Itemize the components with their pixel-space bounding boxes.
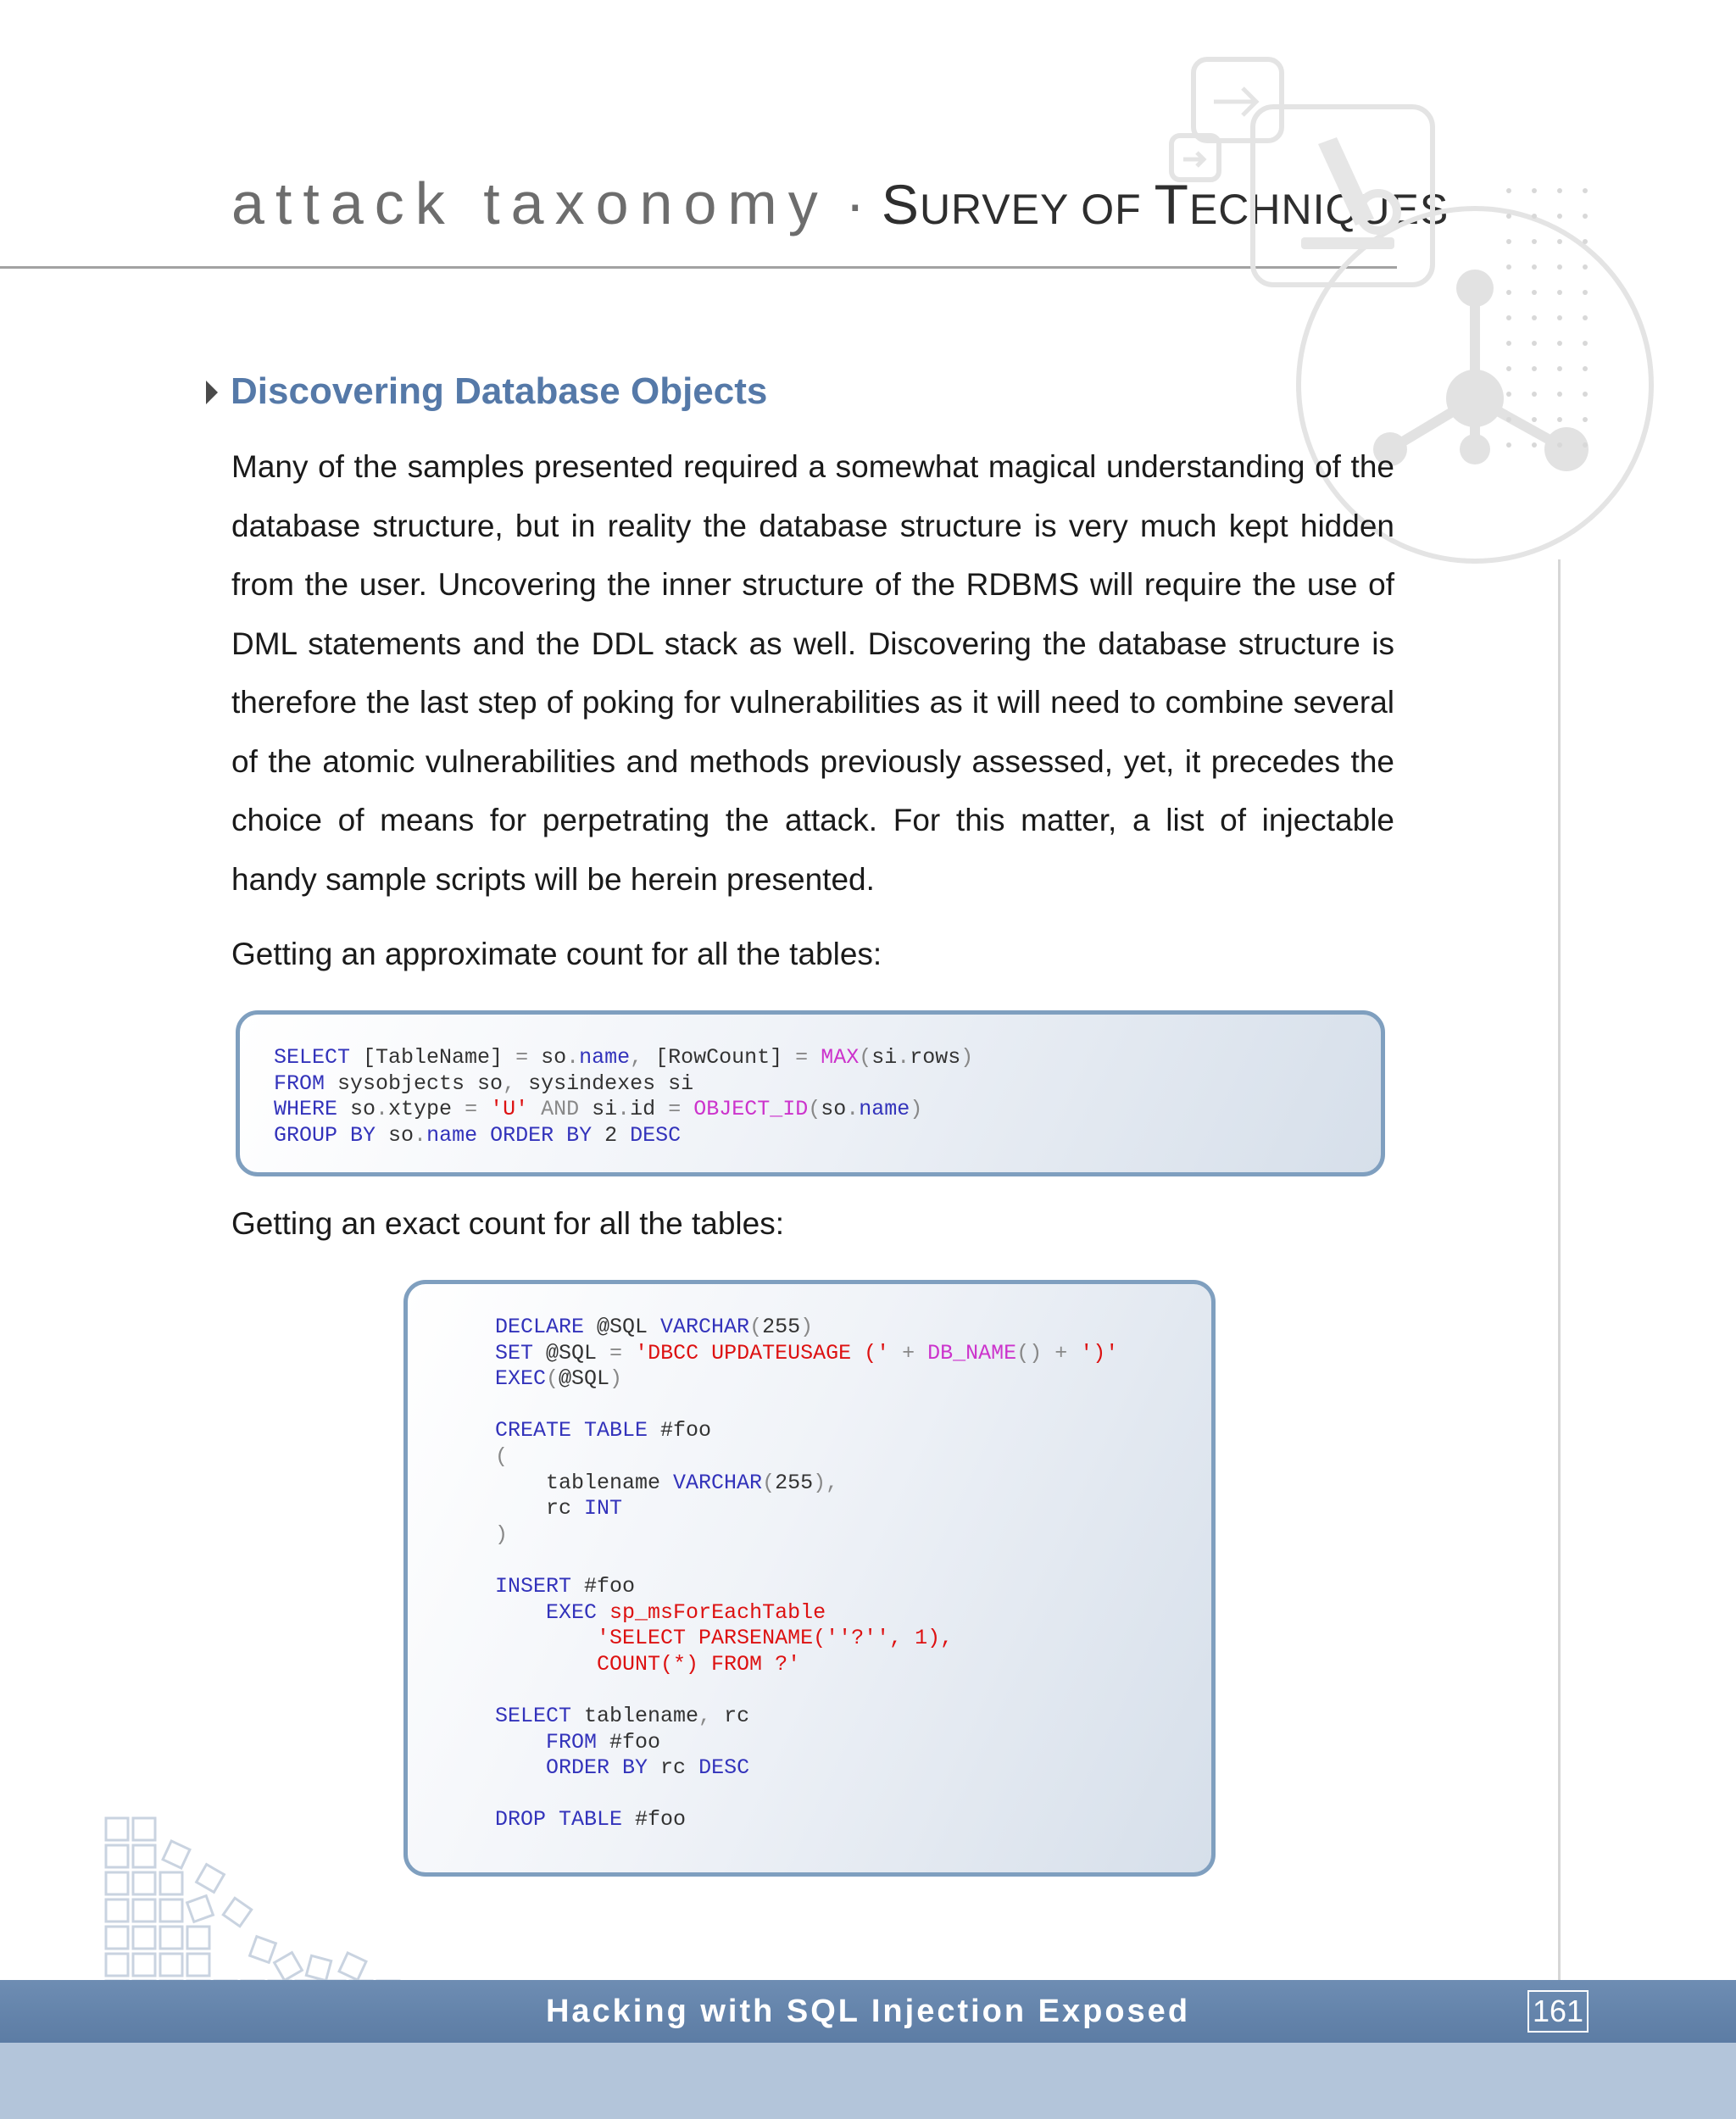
code-line	[495, 1652, 1211, 1678]
code-token	[622, 1341, 635, 1365]
code-token: )	[910, 1097, 923, 1122]
code-line	[495, 1548, 1211, 1574]
code-token: .	[566, 1045, 580, 1070]
code-token: ORDER BY	[546, 1755, 648, 1781]
code-token	[495, 1652, 597, 1677]
code-token	[1042, 1341, 1054, 1365]
code-token: sp_msForEachTable	[609, 1599, 826, 1625]
code-token: DECLARE	[495, 1315, 585, 1339]
code-line	[495, 1730, 1211, 1756]
code-token: rc	[648, 1755, 699, 1781]
code-token: .	[414, 1122, 427, 1148]
code-line	[495, 1315, 1211, 1341]
code-token: VARCHAR	[660, 1315, 750, 1339]
code-line	[495, 1782, 1211, 1808]
code-line	[495, 1626, 1211, 1652]
code-token: =	[668, 1097, 682, 1122]
code-token: name	[579, 1045, 631, 1070]
code-token: #foo	[571, 1573, 636, 1599]
code-line	[495, 1704, 1211, 1730]
caption-approximate-count: Getting an approximate count for all the tables:	[231, 937, 882, 971]
section-title-initial-1: S	[881, 173, 920, 236]
code-line	[495, 1471, 1211, 1497]
code-line	[495, 1677, 1211, 1704]
code-token: (	[808, 1097, 821, 1122]
code-token: .	[897, 1045, 910, 1070]
code-token	[495, 1730, 546, 1755]
code-token: DESC	[698, 1755, 750, 1781]
code-token: ,	[503, 1071, 516, 1096]
code-token: (	[495, 1443, 509, 1469]
code-token: so	[376, 1122, 415, 1148]
code-token: =	[465, 1097, 478, 1122]
code-token: AND	[541, 1097, 580, 1122]
code-token: ORDER BY	[490, 1122, 593, 1148]
code-token: name	[859, 1097, 910, 1122]
code-token	[495, 1626, 597, 1650]
code-token: ,	[698, 1703, 712, 1728]
chapter-title: attack taxonomy	[231, 170, 829, 236]
code-token: GROUP BY	[274, 1122, 376, 1148]
code-line	[495, 1366, 1211, 1393]
code-token: INT	[584, 1496, 623, 1521]
header-separator: ·	[845, 170, 865, 236]
code-token: FROM	[274, 1071, 326, 1096]
code-line	[495, 1522, 1211, 1549]
code-token: ),	[813, 1470, 839, 1495]
code-token	[915, 1341, 927, 1365]
code-token: VARCHAR	[673, 1470, 763, 1495]
code-token: @SQL	[559, 1366, 610, 1392]
code-token: DB_NAME	[927, 1340, 1017, 1365]
code-token: =	[795, 1045, 809, 1070]
code-token: rows	[910, 1045, 961, 1070]
code-token: xtype	[388, 1097, 465, 1122]
code-line	[274, 1071, 1381, 1098]
code-token	[495, 1600, 546, 1625]
code-token: 2	[592, 1122, 631, 1148]
body-paragraph: Many of the samples presented required a somewhat magical understanding of the database structure, but in reality the database structure is very much kept hidden from the user. Uncovering the inner structure of the RDBMS will require the use of DML statements and the DDL stack as well. Discovering the database structure is therefore the last step of poking for vulnerabilities as it will need to combine several of the atomic vulnerabilities and methods previously assessed, yet, it precedes the choice of means for perpetrating the attack. For this matter, a list of injectable handy sample scripts will be herein presented.	[231, 449, 1394, 897]
code-token: si	[579, 1097, 618, 1122]
code-token: DROP TABLE	[495, 1807, 623, 1833]
code-token: )	[495, 1521, 509, 1547]
code-token: #foo	[622, 1807, 687, 1833]
code-token: so	[337, 1097, 376, 1122]
code-token: )	[960, 1045, 974, 1070]
code-token: .	[617, 1097, 631, 1122]
code-token: SET	[495, 1340, 534, 1365]
code-token: EXEC	[495, 1366, 547, 1392]
code-token: .	[846, 1097, 860, 1122]
code-token: (	[749, 1315, 763, 1339]
code-token: 'U'	[490, 1097, 529, 1122]
code-token: CREATE TABLE	[495, 1418, 648, 1443]
code-token: )	[800, 1315, 814, 1339]
code-token: sysindexes si	[515, 1071, 694, 1096]
code-line	[495, 1341, 1211, 1367]
code-token	[597, 1600, 609, 1625]
code-token: [RowCount]	[643, 1045, 796, 1070]
code-token: 'DBCC UPDATEUSAGE ('	[635, 1340, 890, 1365]
code-token: (	[546, 1366, 559, 1392]
footer-bottom-band	[0, 2043, 1736, 2119]
code-token: 255	[775, 1470, 814, 1495]
code-token: SELECT	[495, 1703, 572, 1728]
code-token: @SQL	[533, 1340, 610, 1365]
code-token: ,	[630, 1045, 643, 1070]
code-token: .	[376, 1097, 389, 1122]
code-token: tablename	[571, 1703, 699, 1728]
code-token: #foo	[597, 1729, 661, 1755]
code-line	[495, 1600, 1211, 1627]
code-token: rc	[495, 1496, 585, 1521]
code-token: sysobjects so	[325, 1071, 504, 1096]
code-line	[274, 1123, 1381, 1149]
code-token: rc	[711, 1703, 750, 1728]
section-title-part-2: ECHNIQUES	[1188, 186, 1449, 233]
code-token	[681, 1097, 693, 1121]
code-token: so	[528, 1045, 567, 1070]
code-token: @SQL	[584, 1315, 661, 1339]
code-block-approximate-count	[236, 1010, 1385, 1176]
code-token: )	[609, 1366, 623, 1392]
code-line	[495, 1807, 1211, 1833]
code-line	[495, 1755, 1211, 1782]
code-token: (	[762, 1470, 776, 1495]
code-token: 255	[762, 1315, 801, 1339]
code-token	[1067, 1341, 1080, 1365]
code-token: =	[515, 1045, 529, 1070]
code-line	[495, 1496, 1211, 1522]
code-token	[889, 1341, 902, 1365]
code-token: (	[859, 1045, 872, 1070]
code-token: OBJECT_ID	[693, 1097, 809, 1122]
code-token	[528, 1097, 541, 1121]
code-token: ()	[1016, 1340, 1043, 1365]
code-token: MAX	[821, 1045, 860, 1070]
code-token: FROM	[546, 1729, 598, 1755]
code-token: =	[609, 1340, 623, 1365]
code-line	[274, 1045, 1381, 1071]
caption-exact-count: Getting an exact count for all the tables:	[231, 1206, 784, 1241]
code-token: +	[902, 1340, 915, 1365]
code-token	[477, 1123, 490, 1148]
code-token: tablename	[495, 1470, 674, 1495]
footer-book-title: Hacking with SQL Injection Exposed	[545, 1994, 1191, 2029]
code-token: 'SELECT PARSENAME(''?'', 1),	[597, 1626, 954, 1651]
code-token: SELECT	[274, 1045, 351, 1070]
code-token: COUNT(*) FROM ?'	[597, 1651, 801, 1677]
code-token	[477, 1097, 490, 1121]
code-block-exact-count	[403, 1280, 1216, 1877]
subheading-bullet-icon	[206, 381, 218, 404]
code-line	[495, 1418, 1211, 1444]
code-token: [TableName]	[350, 1045, 516, 1070]
code-token: si	[871, 1045, 898, 1070]
page-number: 161	[1527, 1990, 1589, 2033]
section-title-part-1: URVEY OF	[919, 186, 1155, 233]
code-token: DESC	[630, 1122, 682, 1148]
code-token: INSERT	[495, 1573, 572, 1599]
code-token: WHERE	[274, 1097, 338, 1122]
code-line	[274, 1097, 1381, 1123]
code-token	[808, 1045, 821, 1070]
section-title-initial-2: T	[1154, 173, 1189, 236]
subheading: Discovering Database Objects	[231, 370, 768, 412]
code-token: id	[630, 1097, 669, 1122]
code-token: name	[426, 1122, 478, 1148]
code-token: so	[821, 1097, 847, 1122]
code-token: EXEC	[546, 1599, 598, 1625]
side-rule	[1558, 559, 1561, 1983]
code-token: +	[1054, 1340, 1068, 1365]
code-line	[495, 1444, 1211, 1471]
code-token: ')'	[1080, 1340, 1119, 1365]
code-token: #foo	[648, 1418, 712, 1443]
code-line	[495, 1574, 1211, 1600]
code-line	[495, 1393, 1211, 1419]
code-token	[495, 1755, 546, 1780]
